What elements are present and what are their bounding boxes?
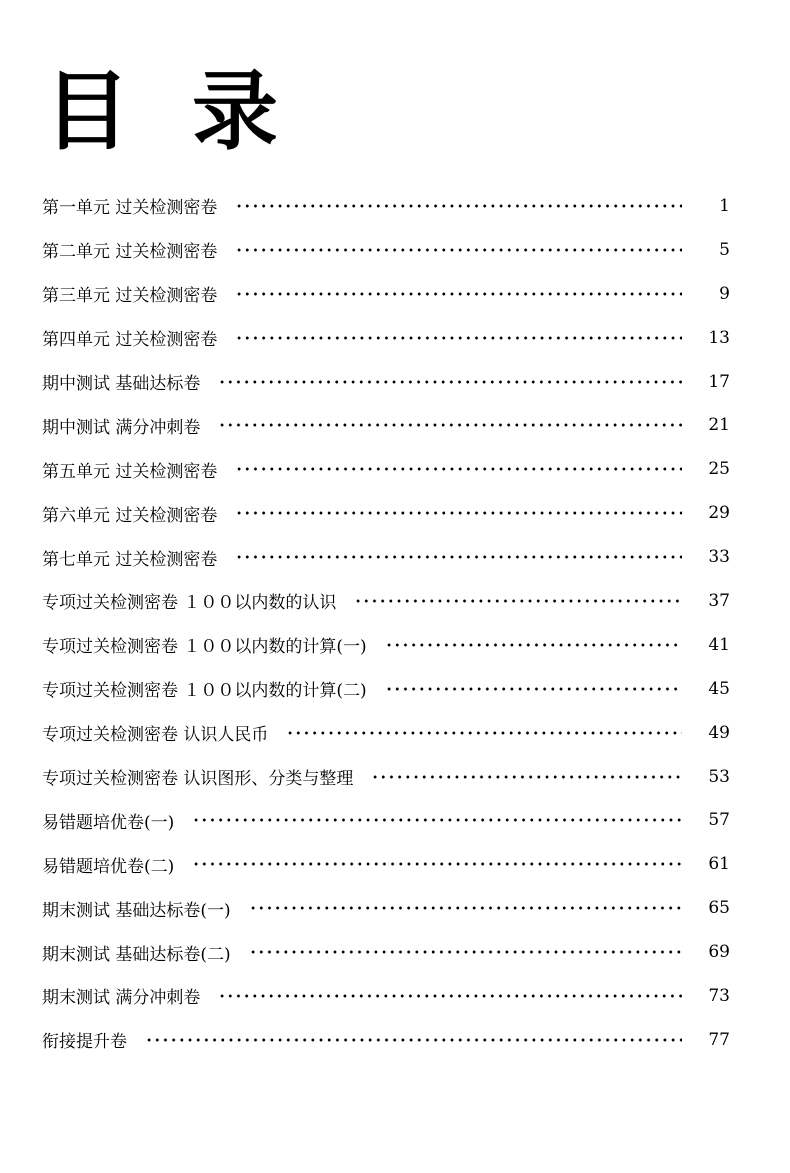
toc-entry[interactable] (42, 711, 730, 755)
toc-entry-label: 第一单元 过关检测密卷 (42, 198, 218, 219)
toc-entry-label: 期中测试 满分冲刺卷 (42, 417, 201, 438)
toc-entry[interactable] (42, 228, 730, 272)
dot-leader (218, 423, 682, 427)
toc-entry[interactable] (42, 535, 730, 579)
toc-entry[interactable] (42, 360, 730, 404)
toc-entry-page-number: 21 (708, 415, 730, 436)
toc-entry[interactable] (42, 272, 730, 316)
toc-entry[interactable] (42, 184, 730, 228)
toc-entry-label: 期中测试 基础达标卷 (42, 374, 201, 394)
dot-leader (192, 818, 682, 822)
toc-entry-label: 易错题培优卷(一) (42, 812, 175, 833)
dot-leader (354, 599, 682, 603)
dot-leader (218, 380, 682, 384)
toc-entry-label: 专项过关检测密卷 认识图形、分类与整理 (42, 769, 354, 790)
toc-entry-page-number: 77 (708, 1029, 730, 1050)
toc-entry-page-number: 5 (719, 239, 730, 260)
toc-entry-page-number: 69 (708, 942, 730, 963)
toc-entry-page-number: 13 (708, 327, 730, 348)
toc-entry-page-number: 45 (708, 678, 730, 699)
dot-leader (218, 994, 682, 998)
toc-entry-page-number: 53 (708, 766, 730, 787)
toc-entry-page-number: 17 (708, 371, 730, 392)
toc-entry-label: 第四单元 过关检测密卷 (42, 330, 218, 351)
toc-entry[interactable] (42, 623, 730, 667)
toc-entry-label: 易错题培优卷(二) (42, 856, 175, 877)
toc-entry-page-number: 1 (719, 195, 730, 216)
toc-entry[interactable] (42, 447, 730, 491)
toc-entry[interactable] (42, 886, 730, 930)
toc-entry[interactable] (42, 755, 730, 799)
dot-leader (235, 336, 682, 340)
toc-entry-label: 衔接提升卷 (42, 1032, 127, 1053)
toc-entry[interactable] (42, 930, 730, 974)
dot-leader (235, 248, 682, 252)
dot-leader (192, 862, 682, 866)
toc-entry[interactable] (42, 579, 730, 623)
toc-entry-label: 第七单元 过关检测密卷 (42, 549, 218, 570)
toc-entry-page-number: 65 (708, 898, 730, 919)
toc-entry-label: 期末测试 基础达标卷(二) (42, 944, 231, 965)
dot-leader (249, 906, 682, 910)
dot-leader (235, 292, 682, 296)
toc-entry[interactable] (42, 316, 730, 360)
toc-entry-label: 专项过关检测密卷 １００以内数的计算(二) (42, 681, 367, 702)
dot-leader (145, 1038, 682, 1042)
toc-entry-page-number: 61 (708, 854, 730, 875)
toc-entry-label: 期末测试 满分冲刺卷 (42, 988, 201, 1009)
toc-entry[interactable] (42, 1018, 730, 1062)
dot-leader (286, 731, 682, 735)
toc-entry[interactable] (42, 974, 730, 1018)
dot-leader (235, 511, 682, 515)
dot-leader (371, 775, 682, 779)
dot-leader (249, 950, 682, 954)
toc-entry[interactable] (42, 403, 730, 447)
toc-entry[interactable] (42, 798, 730, 842)
toc-entry-page-number: 41 (708, 634, 730, 655)
toc-entry[interactable] (42, 667, 730, 711)
toc-entry-label: 期末测试 基础达标卷(一) (42, 900, 231, 921)
toc-entry[interactable] (42, 491, 730, 535)
toc-entry-page-number: 33 (708, 547, 730, 568)
table-of-contents (42, 184, 730, 1062)
toc-entry-label: 专项过关检测密卷 １００以内数的计算(一) (42, 637, 367, 658)
dot-leader (385, 643, 682, 647)
toc-entry-page-number: 37 (708, 590, 730, 611)
toc-entry-label: 第五单元 过关检测密卷 (42, 461, 218, 482)
toc-entry-label: 第六单元 过关检测密卷 (42, 505, 218, 526)
dot-leader (235, 467, 682, 471)
toc-entry-page-number: 57 (708, 810, 730, 831)
toc-entry-page-number: 49 (708, 722, 730, 743)
toc-entry-label: 专项过关检测密卷 １００以内数的认识 (42, 593, 337, 614)
toc-entry-page-number: 29 (708, 503, 730, 524)
toc-entry-page-number: 25 (708, 459, 730, 480)
toc-entry-label: 第二单元 过关检测密卷 (42, 242, 218, 263)
toc-entry-page-number: 73 (708, 985, 730, 1006)
toc-entry-label: 专项过关检测密卷 认识人民币 (42, 725, 269, 746)
toc-entry-page-number: 9 (719, 283, 730, 304)
toc-entry[interactable] (42, 842, 730, 886)
dot-leader (385, 687, 682, 691)
toc-entry-label: 第三单元 过关检测密卷 (42, 286, 218, 307)
dot-leader (235, 555, 682, 559)
dot-leader (235, 204, 682, 208)
page-title: 目 录 (44, 62, 294, 162)
